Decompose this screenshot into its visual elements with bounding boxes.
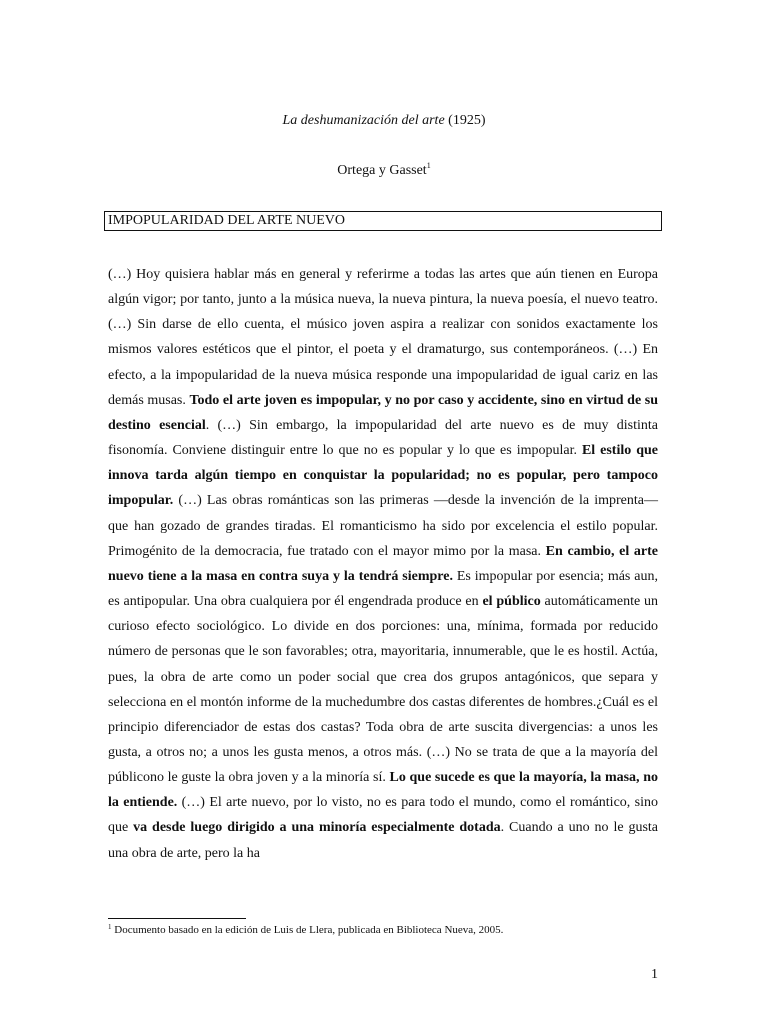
- section-heading-text: IMPOPULARIDAD DEL ARTE NUEVO: [108, 213, 346, 228]
- author-name: Ortega y Gasset: [337, 163, 427, 178]
- text-run: (…) Las obras románticas son las primeras —desde la invención de la imprenta— que han gozado de grandes tiradas. El romanticismo ha sido por excelencia el estilo popular. Primogénito de la democracia, fue tratado con el mayor mimo por la masa.: [108, 493, 658, 559]
- footnote-separator: [108, 918, 246, 919]
- bold-run: Lo que sucede es que la mayoría, la masa, no la entiende.: [108, 770, 658, 811]
- author-line: [0, 162, 768, 180]
- bold-run: va desde luego dirigido a una minoría especialmente dotada: [133, 820, 501, 836]
- text-run: Es impopular por esencia; más aun, es antipopular. Una obra cualquiera por él engendrada produce en: [108, 568, 658, 610]
- footnote-marker[interactable]: 1: [426, 161, 431, 170]
- text-run: (…) El arte nuevo, por lo visto, no es para todo el mundo, como el romántico, sino que: [108, 795, 658, 836]
- body-paragraph: [108, 262, 658, 866]
- text-run: . (…) Sin embargo, la impopularidad del arte nuevo es de muy distinta fisonomía. Conviene distinguir entre lo que no es popular y lo que es impopular.: [108, 417, 658, 459]
- document-title: [0, 112, 768, 130]
- bold-run: En cambio, el arte nuevo tiene a la masa en contra suya y la tendrá siempre.: [108, 543, 659, 584]
- bold-run: Todo el arte joven es impopular, y no por caso y accidente, sino en virtud de su destino esencial: [108, 392, 658, 433]
- text-run: automáticamente un curioso efecto sociológico. Lo divide en dos porciones: una, mínima, formada por reducido número de personas que le son favorables; otra, mayoritaria, innumerable, que le es hostil. Actúa, pues, la obra de arte como un poder social que crea dos grupos antagónicos, que separa y selecciona en el montón informe de la muchedumbre dos castas diferentes de hombres.¿Cuál es el principio diferenciador de estas dos castas? Toda obra de arte suscita divergencias: a unos les gusta, a otros no; a unos les gusta menos, a otros más. (…) No se trata de que a la mayoría del públicono le guste la obra joven y a la minoría sí.: [108, 594, 658, 786]
- footnote-text: Documento basado en la edición de Luis de Llera, publicada en Biblioteca Nueva, 2005.: [111, 924, 504, 936]
- section-heading: [104, 211, 662, 231]
- title-italic: La deshumanización del arte: [282, 113, 445, 128]
- footnote-number: 1: [108, 923, 112, 931]
- bold-run: el público: [482, 594, 541, 610]
- bold-run: El estilo que innova tarda algún tiempo en conquistar la popularidad; no es popular, pero tampoco impopular.: [108, 443, 658, 509]
- text-run: . Cuando a uno no le gusta una obra de arte, pero la ha: [108, 820, 659, 861]
- title-year: (1925): [444, 113, 486, 128]
- text-run: (…) Hoy quisiera hablar más en general y referirme a todas las artes que aún tienen en Europa algún vigor; por tanto, junto a la música nueva, la nueva pintura, la nueva poesía, el nuevo teatro. (…) Sin darse de ello cuenta, el músico joven aspira a realizar con sonidos exactamente los mismos valores estéticos que el pintor, el poeta y el dramaturgo, sus contemporáneos. (…) En efecto, a la impopularidad de la nueva música responde una impopularidad de igual cariz en las demás musas.: [108, 267, 658, 408]
- footnote: [108, 923, 658, 937]
- page-number: 1: [651, 967, 658, 982]
